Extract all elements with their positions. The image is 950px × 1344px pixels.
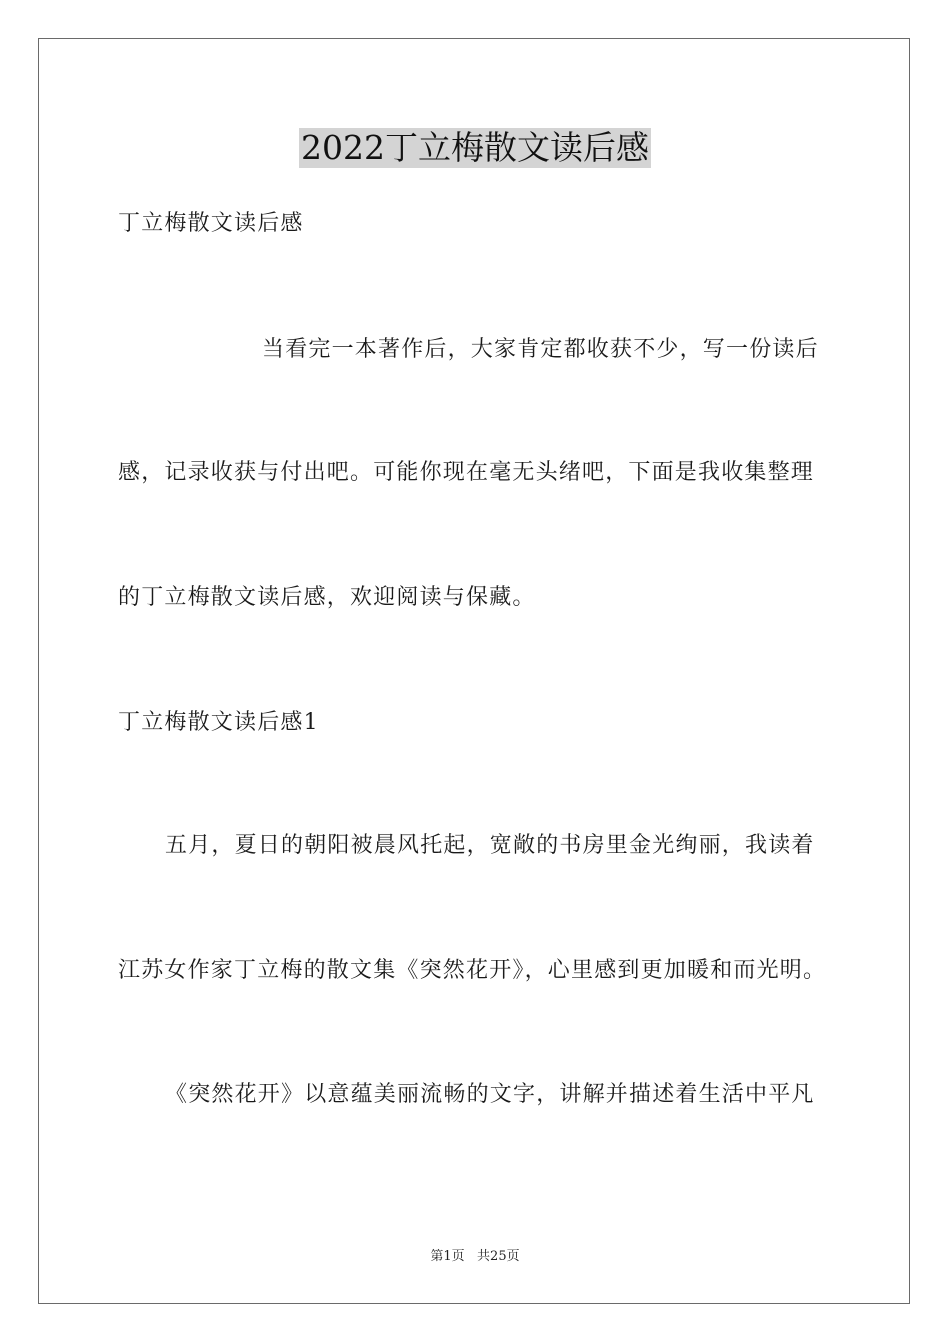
paragraph-line-2: 感，记录收获与付出吧。可能你现在毫无头绪吧，下面是我收集整理 [118,460,815,485]
section-heading: 丁立梅散文读后感1 [118,710,319,735]
paragraph-line-3: 的丁立梅散文读后感，欢迎阅读与保藏。 [118,585,536,610]
paragraph-line-6: 《突然花开》以意蕴美丽流畅的文字，讲解并描述着生活中平凡 [165,1082,815,1107]
paragraph-line-4: 五月，夏日的朝阳被晨风托起，宽敞的书房里金光绚丽，我读着 [165,833,815,858]
title-container [0,128,950,168]
subtitle-line: 丁立梅散文读后感 [118,211,304,236]
page-footer: 第1页 共25页 [430,1249,520,1264]
paragraph-line-5: 江苏女作家丁立梅的散文集《突然花开》，心里感到更加暖和而光明。 [118,958,827,983]
paragraph-line-1: 当看完一本著作后，大家肯定都收获不少，写一份读后 [262,337,819,362]
document-title: 2022丁立梅散文读后感 [301,128,649,167]
